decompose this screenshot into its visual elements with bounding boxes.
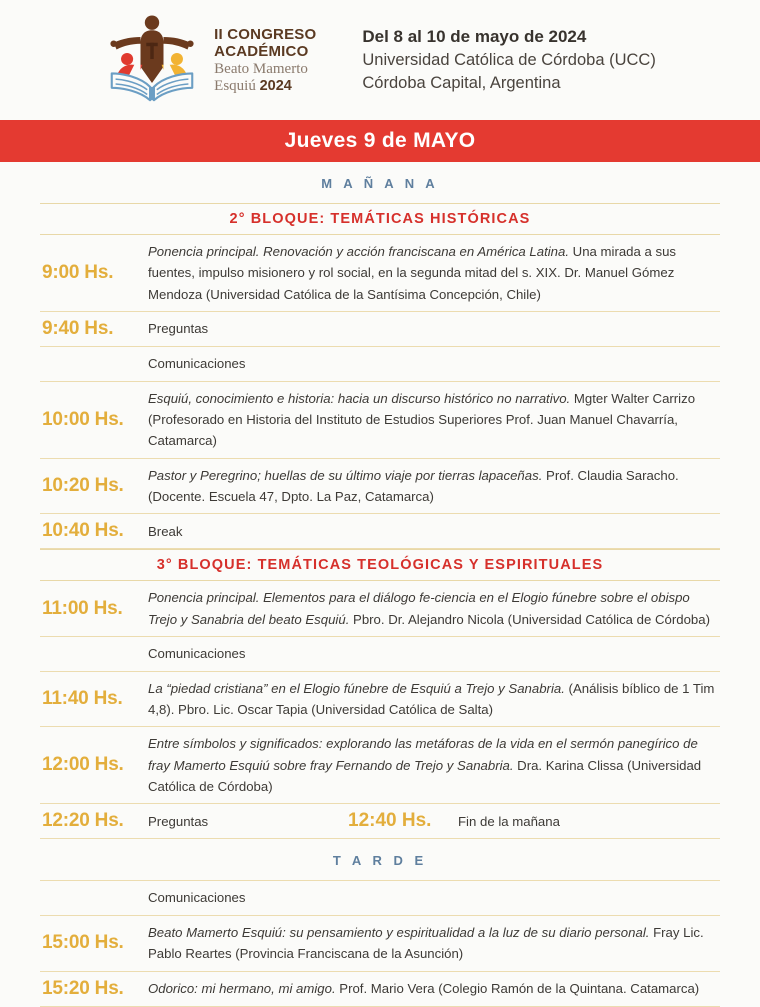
event-venue: Universidad Católica de Córdoba (UCC)	[362, 50, 656, 69]
row-time: 15:00 Hs.	[42, 932, 124, 954]
row-description-title: La “piedad cristiana” en el Elogio fúnebre de Esquiú a Trejo y Sanabria.	[148, 680, 565, 696]
row-description-body: Mgter Walter Carrizo (Profesorado en Historia del Instituto de Estudios Superiores Prof. Juan Manuel Chavarría, Catamarca)	[148, 390, 696, 449]
section-label-afternoon: T A R D E	[332, 853, 428, 869]
row-time: 9:40 Hs.	[42, 318, 114, 340]
day-banner	[0, 120, 760, 162]
schedule-rows-afternoon	[40, 880, 720, 1006]
row-description	[148, 353, 720, 374]
row-description	[148, 521, 720, 542]
row-description	[148, 922, 720, 965]
row-description-body: Comunicaciones	[148, 356, 246, 372]
day-title: Jueves 9 de MAYO	[284, 129, 476, 152]
row-description	[148, 678, 720, 721]
row-description-title: Odorico: mi hermano, mi amigo.	[148, 980, 336, 996]
table-row	[40, 916, 720, 972]
row-description	[148, 733, 720, 797]
row-description-body: Comunicaciones	[148, 646, 246, 662]
row-description	[148, 587, 720, 630]
congress-logo-friar-book-icon	[104, 14, 200, 106]
row-description-body: Break	[148, 523, 183, 539]
schedule-rows-block2	[40, 235, 720, 549]
row-time: 12:00 Hs.	[42, 754, 124, 776]
row-time: 11:00 Hs.	[42, 597, 123, 619]
table-row	[40, 581, 720, 637]
row-description-secondary: Fin de la mañana	[458, 813, 560, 829]
table-row-split	[40, 804, 720, 839]
congress-line-1: II CONGRESO	[214, 26, 317, 44]
row-description-body: Fray Lic. Pablo Reartes (Provincia Franciscana de la Asunción)	[148, 924, 704, 962]
row-time-secondary: 12:40 Hs.	[348, 810, 432, 832]
row-description	[148, 978, 720, 999]
row-description-title: Entre símbolos y significados: explorando las metáforas de la vida en el sermón panegírico de fray Mamerto Esquiú sobre fray Fernando de Trejo y Sanabria.	[148, 736, 698, 773]
page-header	[0, 0, 760, 120]
table-row	[40, 514, 720, 549]
row-time: 12:20 Hs.	[42, 810, 124, 832]
row-time: 10:00 Hs.	[42, 408, 124, 430]
row-description-title: Esquiú, conocimiento e historia: hacia un discurso histórico no narrativo.	[148, 390, 571, 406]
row-description	[148, 887, 720, 908]
row-description-title: Ponencia principal. Renovación y acción franciscana en América Latina.	[148, 244, 570, 259]
congress-line-2: ACADÉMICO	[214, 43, 309, 61]
event-dates: Del 8 al 10 de mayo de 2024	[362, 26, 587, 46]
table-row	[40, 347, 720, 381]
row-description-body: Prof. Mario Vera (Colegio Ramón de la Quintana. Catamarca)	[335, 980, 700, 996]
congress-title	[214, 25, 316, 94]
table-row	[40, 235, 720, 312]
table-row	[40, 637, 720, 671]
row-description	[148, 643, 720, 664]
row-description	[148, 241, 720, 305]
event-location: Córdoba Capital, Argentina	[362, 74, 561, 93]
row-time: 10:40 Hs.	[42, 520, 124, 542]
row-time: 9:00 Hs.	[42, 262, 114, 284]
row-description	[148, 388, 720, 452]
section-label-morning: M A Ñ A N A	[321, 176, 439, 191]
congress-name-esquiu: Esquiú	[214, 77, 260, 94]
row-description-body: Preguntas	[148, 321, 209, 337]
table-row	[40, 382, 720, 459]
row-description-body: (Análisis bíblico de 1 Tim 4,8). Pbro. Lic. Oscar Tapia (Universidad Católica de Salta)	[148, 680, 715, 717]
schedule-rows-block3	[40, 581, 720, 804]
row-description-body: Dra. Karina Clissa (Universidad Católica de Córdoba)	[148, 757, 702, 794]
row-description	[148, 318, 720, 339]
row-description: Preguntas	[148, 813, 209, 829]
brand-block	[104, 14, 656, 106]
block-heading-2: 2° BLOQUE: TEMÁTICAS HISTÓRICAS	[40, 203, 720, 235]
table-row	[40, 727, 720, 804]
row-description-body: Comunicaciones	[148, 890, 246, 906]
block-heading-3: 3° BLOQUE: TEMÁTICAS TEOLÓGICAS Y ESPIRITUALES	[40, 549, 720, 581]
row-time: 15:20 Hs.	[42, 977, 124, 999]
table-row	[40, 972, 720, 1007]
row-description-body: Pbro. Dr. Alejandro Nicola (Universidad Católica de Córdoba)	[349, 611, 710, 627]
row-description-title: Beato Mamerto Esquiú: su pensamiento y espiritualidad a la luz de su diario personal.	[148, 924, 650, 940]
row-description-title: Ponencia principal. Elementos para el diálogo fe-ciencia en el Elogio fúnebre sobre el obispo Trejo y Sanabria del beato Esquiú.	[148, 590, 690, 627]
congress-line-4	[214, 78, 316, 95]
congress-year: 2024	[259, 77, 292, 94]
event-meta	[362, 25, 655, 96]
table-row	[40, 312, 720, 347]
row-description	[148, 465, 720, 508]
congress-line-3: Beato Mamerto	[214, 61, 308, 77]
row-time: 10:20 Hs.	[42, 475, 124, 496]
schedule	[0, 162, 760, 1007]
row-description-body: Una mirada a sus fuentes, impulso misionero y rol social, en la segunda mitad del s. XIX. Dr. Manuel Gómez Mendoza (Universidad Católica de la Santísima Concepción, Chile)	[148, 244, 677, 302]
table-row	[40, 459, 720, 515]
table-row	[40, 672, 720, 728]
row-description-body: Prof. Claudia Saracho. (Docente. Escuela 47, Dpto. La Paz, Catamarca)	[148, 467, 679, 504]
row-time: 11:40 Hs.	[42, 687, 123, 709]
row-description-title: Pastor y Peregrino; huellas de su último viaje por tierras lapaceñas.	[148, 467, 543, 483]
table-row	[40, 881, 720, 915]
